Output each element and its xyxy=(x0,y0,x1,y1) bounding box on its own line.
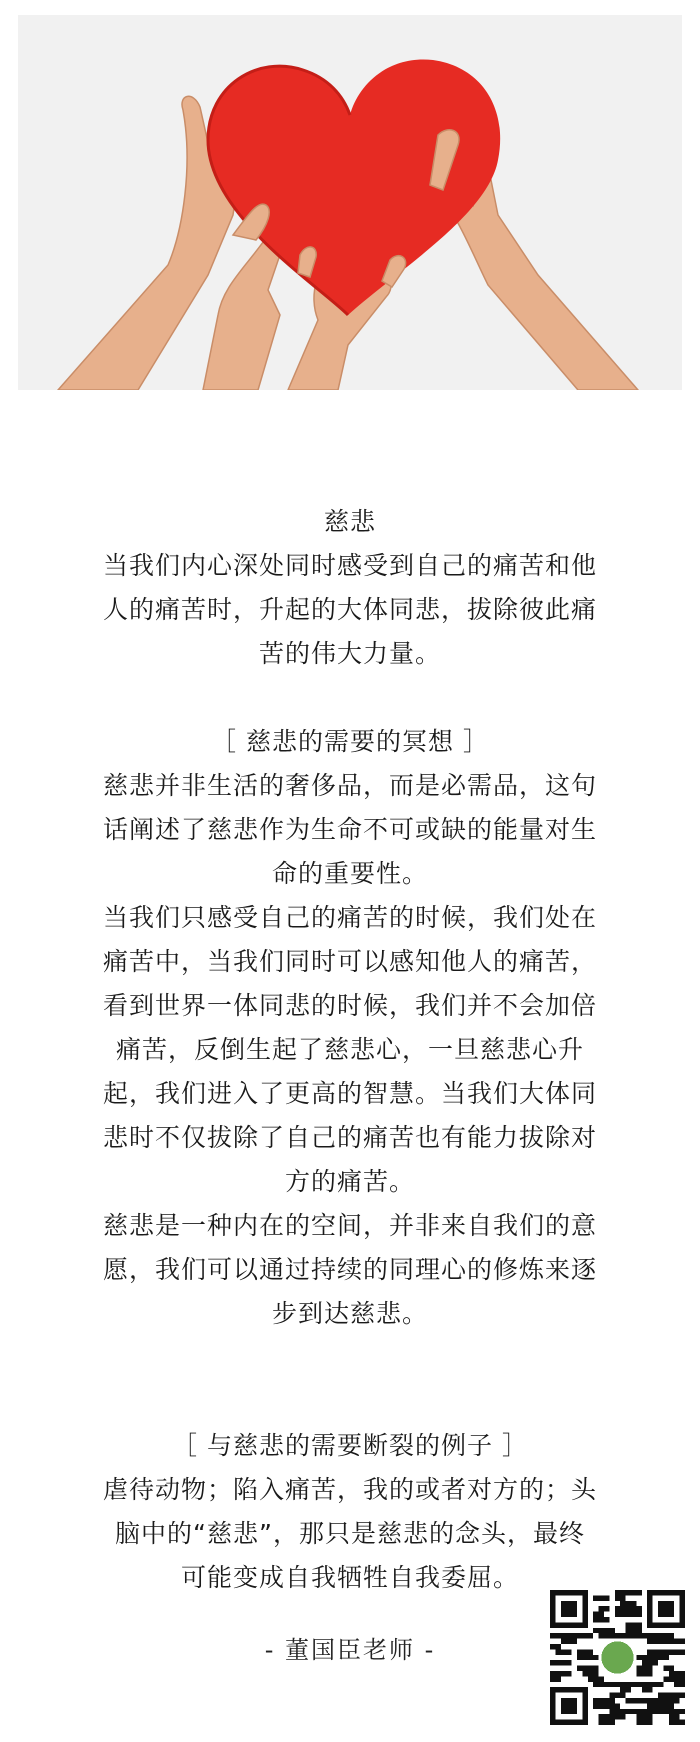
section2-heading: ［ 与慈悲的需要断裂的例子 ］ xyxy=(172,1431,528,1460)
definition-line: 苦的伟大力量。 xyxy=(258,639,441,668)
section2-line: 脑中的“慈悲”，那只是慈悲的念头，最终 xyxy=(115,1519,585,1548)
section1-heading: ［ 慈悲的需要的冥想 ］ xyxy=(211,727,489,756)
section1-line: 起，我们进入了更高的智慧。当我们大体同 xyxy=(102,1079,597,1108)
article-body xyxy=(60,500,640,1600)
section1-line: 慈悲并非生活的奢侈品，而是必需品，这句 xyxy=(102,771,597,800)
qr-code-icon[interactable] xyxy=(550,1590,685,1725)
leaf-logo-icon xyxy=(601,1641,633,1673)
section1-line: 悲时不仅拔除了自己的痛苦也有能力拔除对 xyxy=(102,1123,597,1152)
hero-image xyxy=(18,15,682,390)
qr-code-image[interactable] xyxy=(550,1590,685,1725)
section1-line: 当我们只感受自己的痛苦的时候，我们处在 xyxy=(102,903,597,932)
section1-line: 愿，我们可以通过持续的同理心的修炼来逐 xyxy=(102,1255,597,1284)
spacer xyxy=(60,1336,640,1424)
section1-line: 慈悲是一种内在的空间，并非来自我们的意 xyxy=(102,1211,597,1240)
article-title: 慈悲 xyxy=(323,507,376,536)
section1-line: 痛苦，反倒生起了慈悲心，一旦慈悲心升 xyxy=(115,1035,584,1064)
section1-line: 看到世界一体同悲的时候，我们并不会加倍 xyxy=(102,991,597,1020)
author-signature: - 董国臣老师 - xyxy=(264,1636,436,1664)
section1-line: 命的重要性。 xyxy=(271,859,428,888)
section2-line: 可能变成自我牺牲自我委屈。 xyxy=(180,1563,519,1592)
hands-holding-heart-illustration xyxy=(18,15,682,390)
section1-line: 话阐述了慈悲作为生命不可或缺的能量对生 xyxy=(102,815,597,844)
section1-line: 步到达慈悲。 xyxy=(271,1299,428,1328)
section2-line: 虐待动物；陷入痛苦，我的或者对方的；头 xyxy=(102,1475,597,1504)
spacer xyxy=(60,676,640,720)
section1-line: 痛苦中，当我们同时可以感知他人的痛苦， xyxy=(102,947,597,976)
section1-line: 方的痛苦。 xyxy=(284,1167,415,1196)
definition-line: 当我们内心深处同时感受到自己的痛苦和他 xyxy=(102,551,597,580)
definition-line: 人的痛苦时，升起的大体同悲，拔除彼此痛 xyxy=(102,595,597,624)
